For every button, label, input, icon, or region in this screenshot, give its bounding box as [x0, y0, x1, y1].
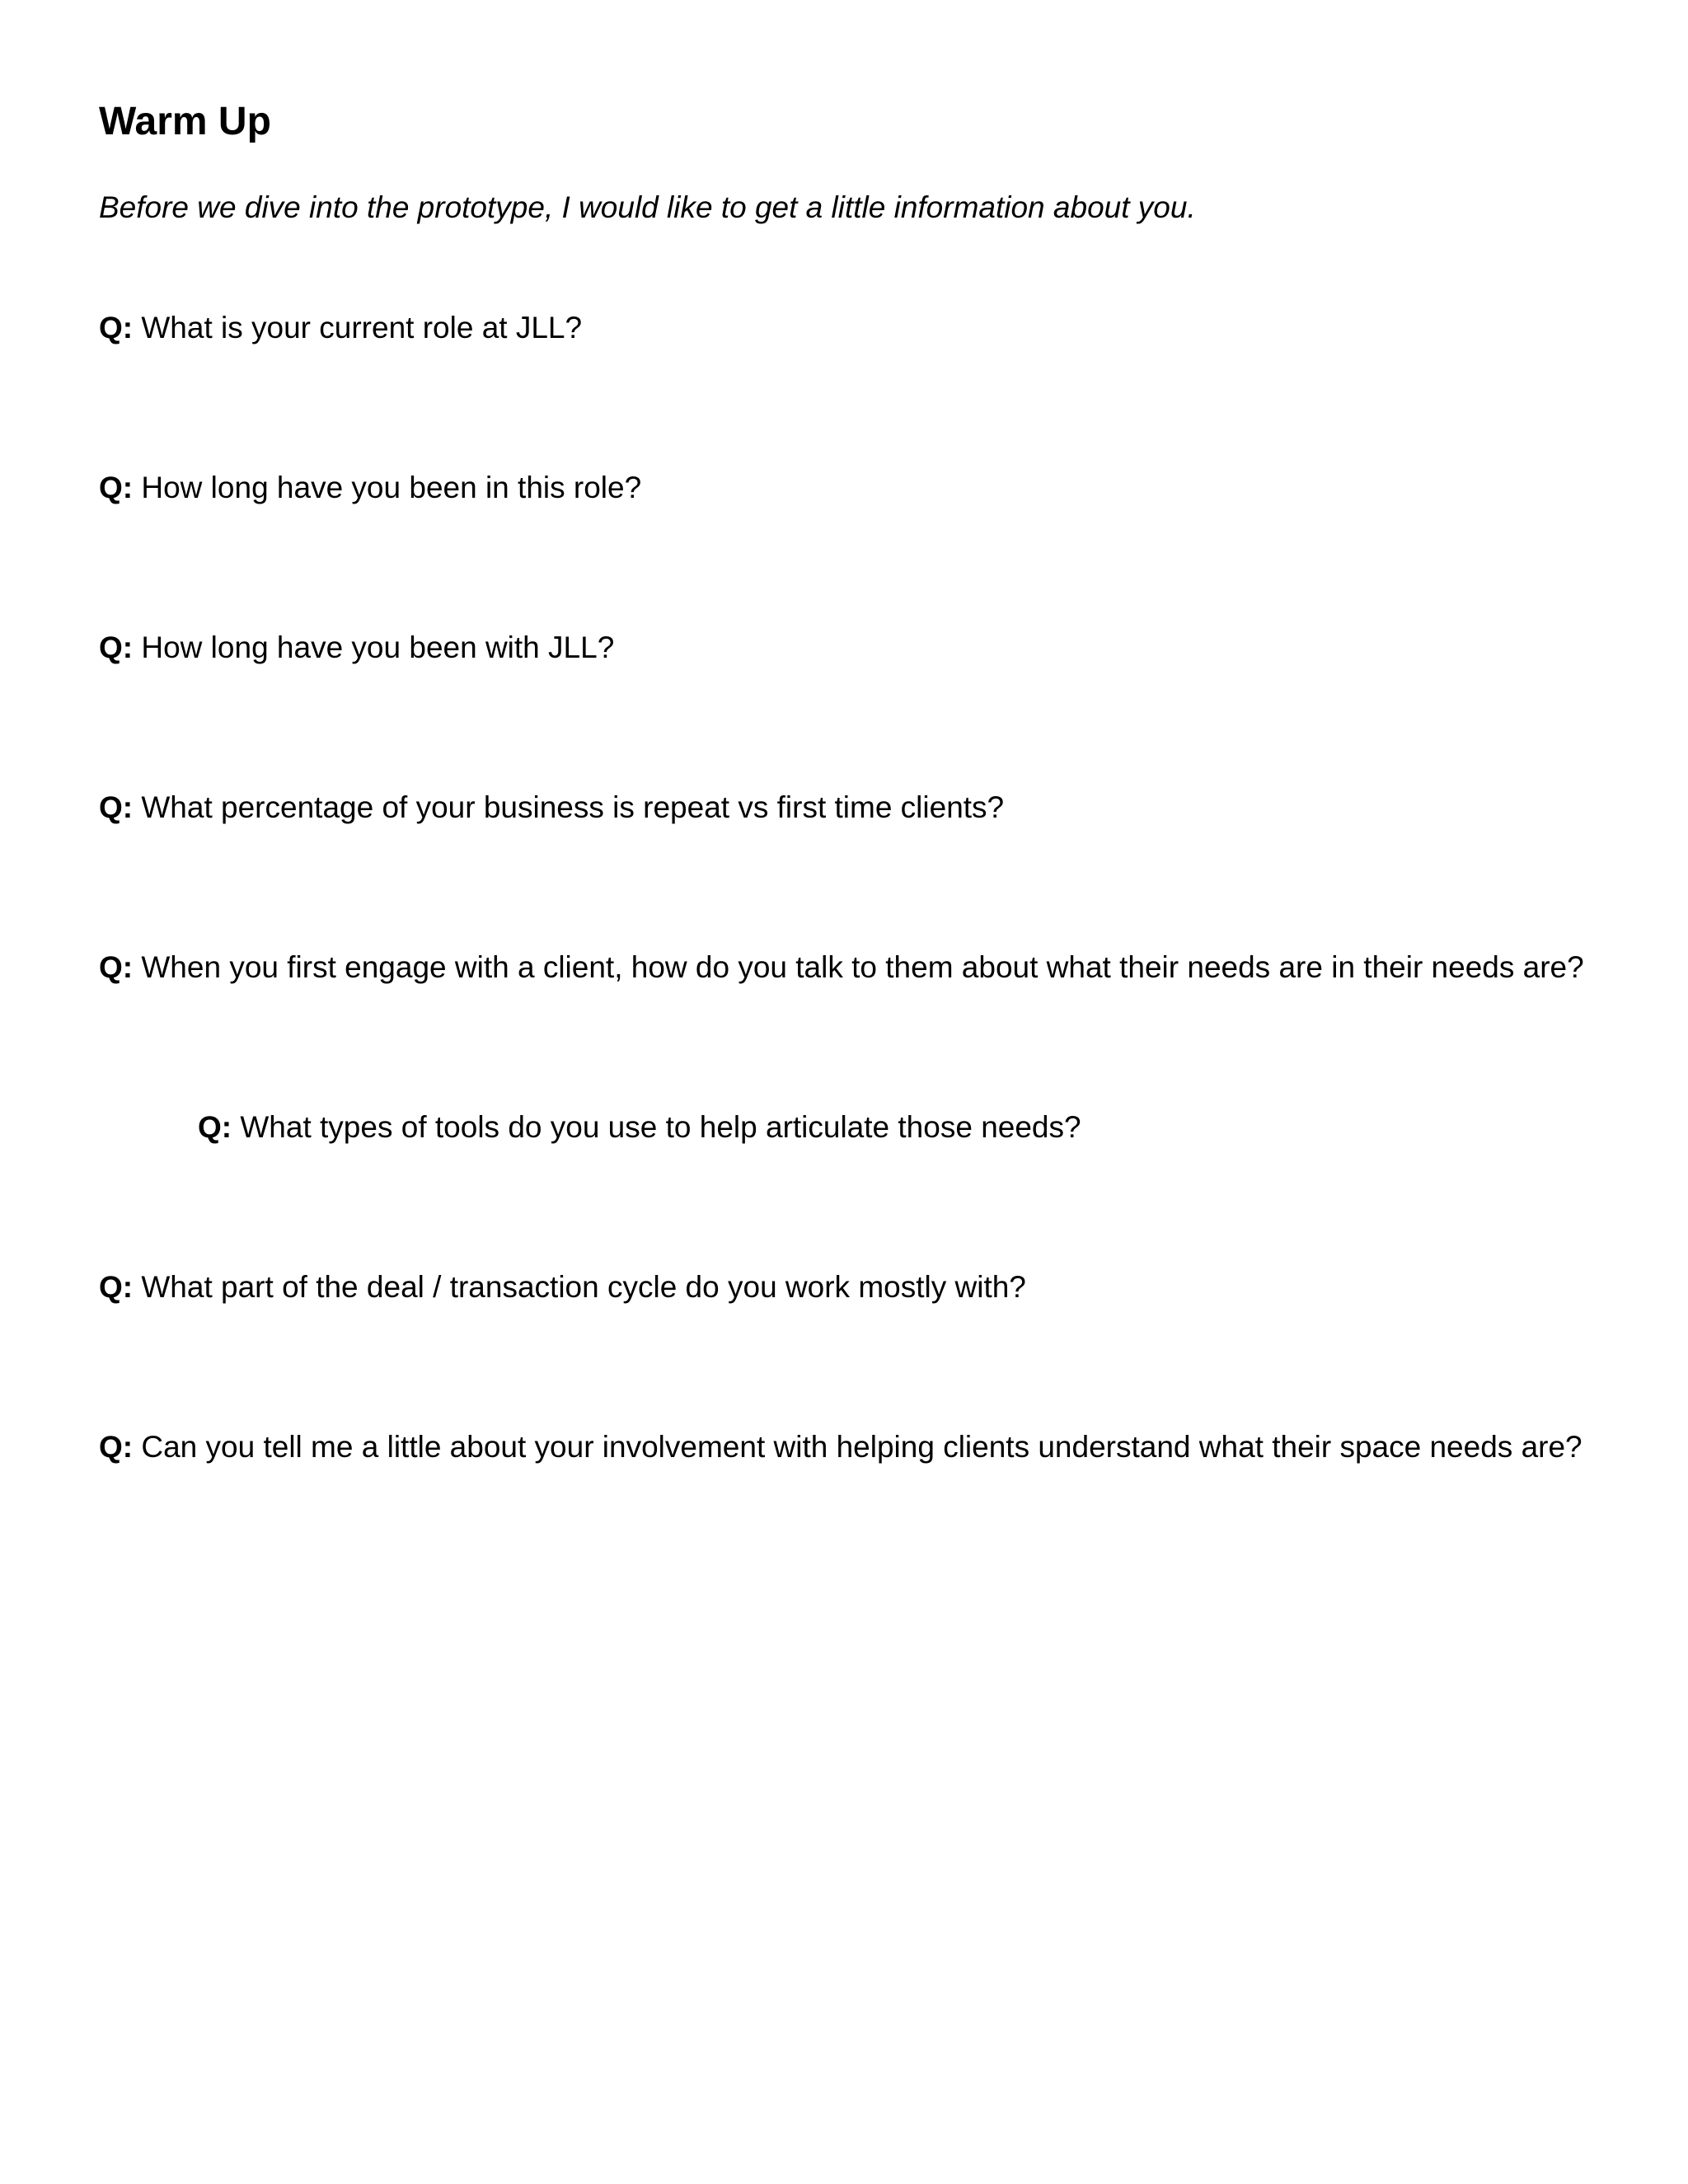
question-text: Can you tell me a little about your involvement with helping clients understand what their space needs are? [133, 1430, 1582, 1464]
question-prefix: Q: [99, 790, 134, 824]
question-text: When you first engage with a client, how do you talk to them about what their needs are in their needs are? [133, 950, 1584, 984]
question-item [99, 1427, 1582, 1467]
question-item [99, 468, 641, 508]
question-item [99, 308, 582, 348]
question-item [99, 1268, 1026, 1307]
question-item [99, 948, 1584, 987]
question-text: What is your current role at JLL? [133, 311, 583, 344]
sub-question-item [198, 1108, 1081, 1147]
question-text: How long have you been with JLL? [133, 630, 615, 664]
intro-text: Before we dive into the prototype, I would like to get a little information about you. [99, 190, 1196, 224]
question-prefix: Q: [99, 1430, 134, 1464]
question-prefix: Q: [99, 1270, 134, 1304]
question-item [99, 788, 1004, 827]
question-text: How long have you been in this role? [133, 471, 642, 504]
question-prefix: Q: [99, 311, 134, 344]
question-text: What part of the deal / transaction cycle do you work mostly with? [133, 1270, 1026, 1304]
question-prefix: Q: [99, 950, 134, 984]
question-prefix: Q: [99, 630, 134, 664]
question-text: What percentage of your business is repeat vs first time clients? [133, 790, 1005, 824]
question-prefix: Q: [198, 1110, 232, 1144]
question-prefix: Q: [99, 471, 134, 504]
question-text: What types of tools do you use to help articulate those needs? [232, 1110, 1081, 1144]
question-item [99, 628, 614, 668]
section-heading: Warm Up [99, 100, 271, 143]
